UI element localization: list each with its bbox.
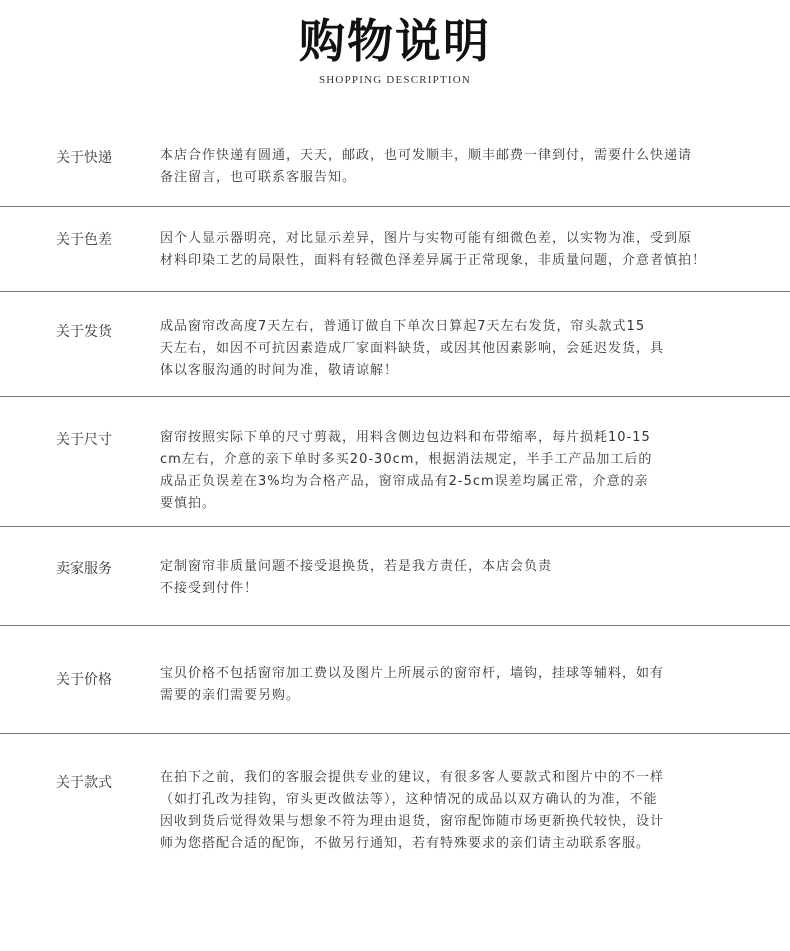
section-text-color-difference (160, 228, 748, 272)
section-text-shipping (160, 316, 748, 382)
text-line: 因个人显示器明亮，对比显示差异，图片与实物可能有细微色差，以实物为准，受到原 (160, 231, 693, 246)
text-line: 师为您搭配合适的配饰，不做另行通知，若有特殊要求的亲们请主动联系客服。 (160, 836, 651, 851)
section-label-color-difference: 关于色差 (56, 232, 112, 248)
page-title: 购物说明 (299, 14, 491, 68)
section-divider (0, 291, 790, 292)
section-label-size: 关于尺寸 (56, 432, 112, 448)
section-label-seller-service: 卖家服务 (56, 561, 112, 577)
page-subtitle: SHOPPING DESCRIPTION (318, 74, 472, 86)
section-divider (0, 625, 790, 626)
text-line: 体以客服沟通的时间为准，敬请谅解！ (160, 363, 399, 378)
section-divider (0, 526, 790, 527)
text-line: 宝贝价格不包括窗帘加工费以及图片上所展示的窗帘杆，墙钩，挂球等辅料，如有 (160, 666, 665, 681)
section-divider (0, 733, 790, 734)
section-text-express (160, 145, 748, 189)
text-line: （如打孔改为挂钩，帘头更改做法等），这种情况的成品以双方确认的为准，不能 (160, 792, 658, 807)
text-line: 不接受到付件！ (160, 581, 259, 596)
text-line: 定制窗帘非质量问题不接受退换货，若是我方责任，本店会负责 (160, 559, 553, 574)
text-line: 要慎拍。 (160, 496, 217, 511)
text-line: 成品正负误差在3%均为合格产品，窗帘成品有2-5cm误差均属正常，介意的亲 (160, 474, 649, 489)
text-line: 需要的亲们需要另购。 (160, 688, 301, 703)
section-text-style (160, 767, 748, 855)
text-line: 材料印染工艺的局限性，面料有轻微色泽差异属于正常现象，非质量问题，介意者慎拍！ (160, 253, 707, 268)
text-line: cm左右，介意的亲下单时多买20-30cm，根据消法规定，半手工产品加工后的 (160, 452, 653, 467)
text-line: 本店合作快递有圆通，天天，邮政，也可发顺丰，顺丰邮费一律到付，需要什么快递请 (160, 148, 693, 163)
text-line: 成品窗帘改高度7天左右，普通订做自下单次日算起7天左右发货，帘头款式15 (160, 319, 646, 334)
text-line: 在拍下之前，我们的客服会提供专业的建议，有很多客人要款式和图片中的不一样 (160, 770, 665, 785)
text-line: 备注留言，也可联系客服告知。 (160, 170, 357, 185)
section-text-price (160, 663, 748, 707)
section-label-style: 关于款式 (56, 775, 112, 791)
section-label-shipping: 关于发货 (56, 324, 112, 340)
page-header (0, 0, 790, 110)
section-text-size (160, 427, 748, 515)
text-line: 天左右，如因不可抗因素造成厂家面料缺货，或因其他因素影响，会延迟发货，具 (160, 341, 665, 356)
section-label-price: 关于价格 (56, 672, 112, 688)
section-divider (0, 396, 790, 397)
section-text-seller-service (160, 556, 748, 600)
section-divider (0, 206, 790, 207)
section-label-express: 关于快递 (56, 150, 112, 166)
text-line: 窗帘按照实际下单的尺寸剪裁，用料含侧边包边料和布带缩率，每片损耗10-15 (160, 430, 651, 445)
text-line: 因收到货后觉得效果与想象不符为理由退货，窗帘配饰随市场更新换代较快，设计 (160, 814, 665, 829)
